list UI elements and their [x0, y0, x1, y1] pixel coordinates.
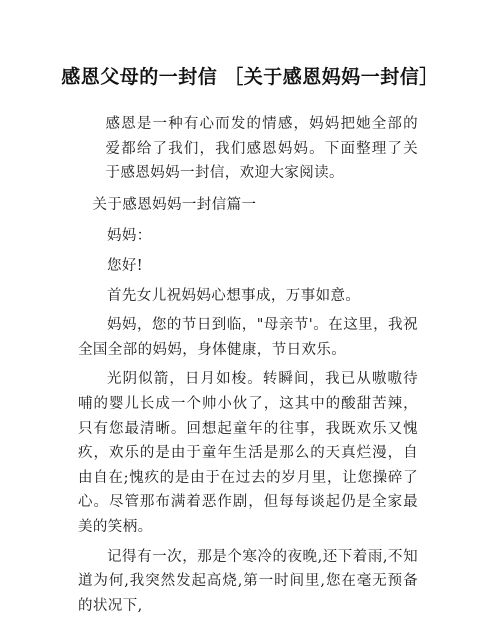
document-body	[78, 112, 418, 618]
greeting: 您好!	[78, 254, 418, 279]
section-heading: 关于感恩妈妈一封信篇一	[78, 193, 418, 218]
memory-paragraph: 记得有一次，那是个寒冷的夜晚,还下着雨,不知道为何,我突然发起高烧,第一时间里,您在毫无预备的状况下,	[78, 545, 418, 618]
salutation: 妈妈：	[78, 224, 418, 249]
childhood-paragraph: 光阴似箭，日月如梭。转瞬间，我已从嗷嗷待哺的婴儿长成一个帅小伙了，这其中的酸甜苦辣，只有您最清晰。回想起童年的往事，我既欢乐又愧疚，欢乐的是由于童年生活是那么的天真烂漫，自由自在;愧疚的是由于在过去的岁月里，让您操碎了心。尽管那布满着恶作剧，但每每谈起仍是全家最美的笑柄。	[78, 367, 418, 539]
intro-paragraph: 感恩是一种有心而发的情感，妈妈把她全部的爱都给了我们，我们感恩妈妈。下面整理了关于感恩妈妈一封信，欢迎大家阅读。	[78, 112, 418, 186]
mothers-day-paragraph: 妈妈，您的节日到临，"母亲节'。在这里，我祝全国全部的妈妈，身体健康，节日欢乐。	[78, 313, 418, 362]
document-title: 感恩父母的一封信 ［关于感恩妈妈一封信］	[0, 62, 500, 89]
wish-paragraph: 首先女儿祝妈妈心想事成，万事如意。	[78, 284, 418, 309]
